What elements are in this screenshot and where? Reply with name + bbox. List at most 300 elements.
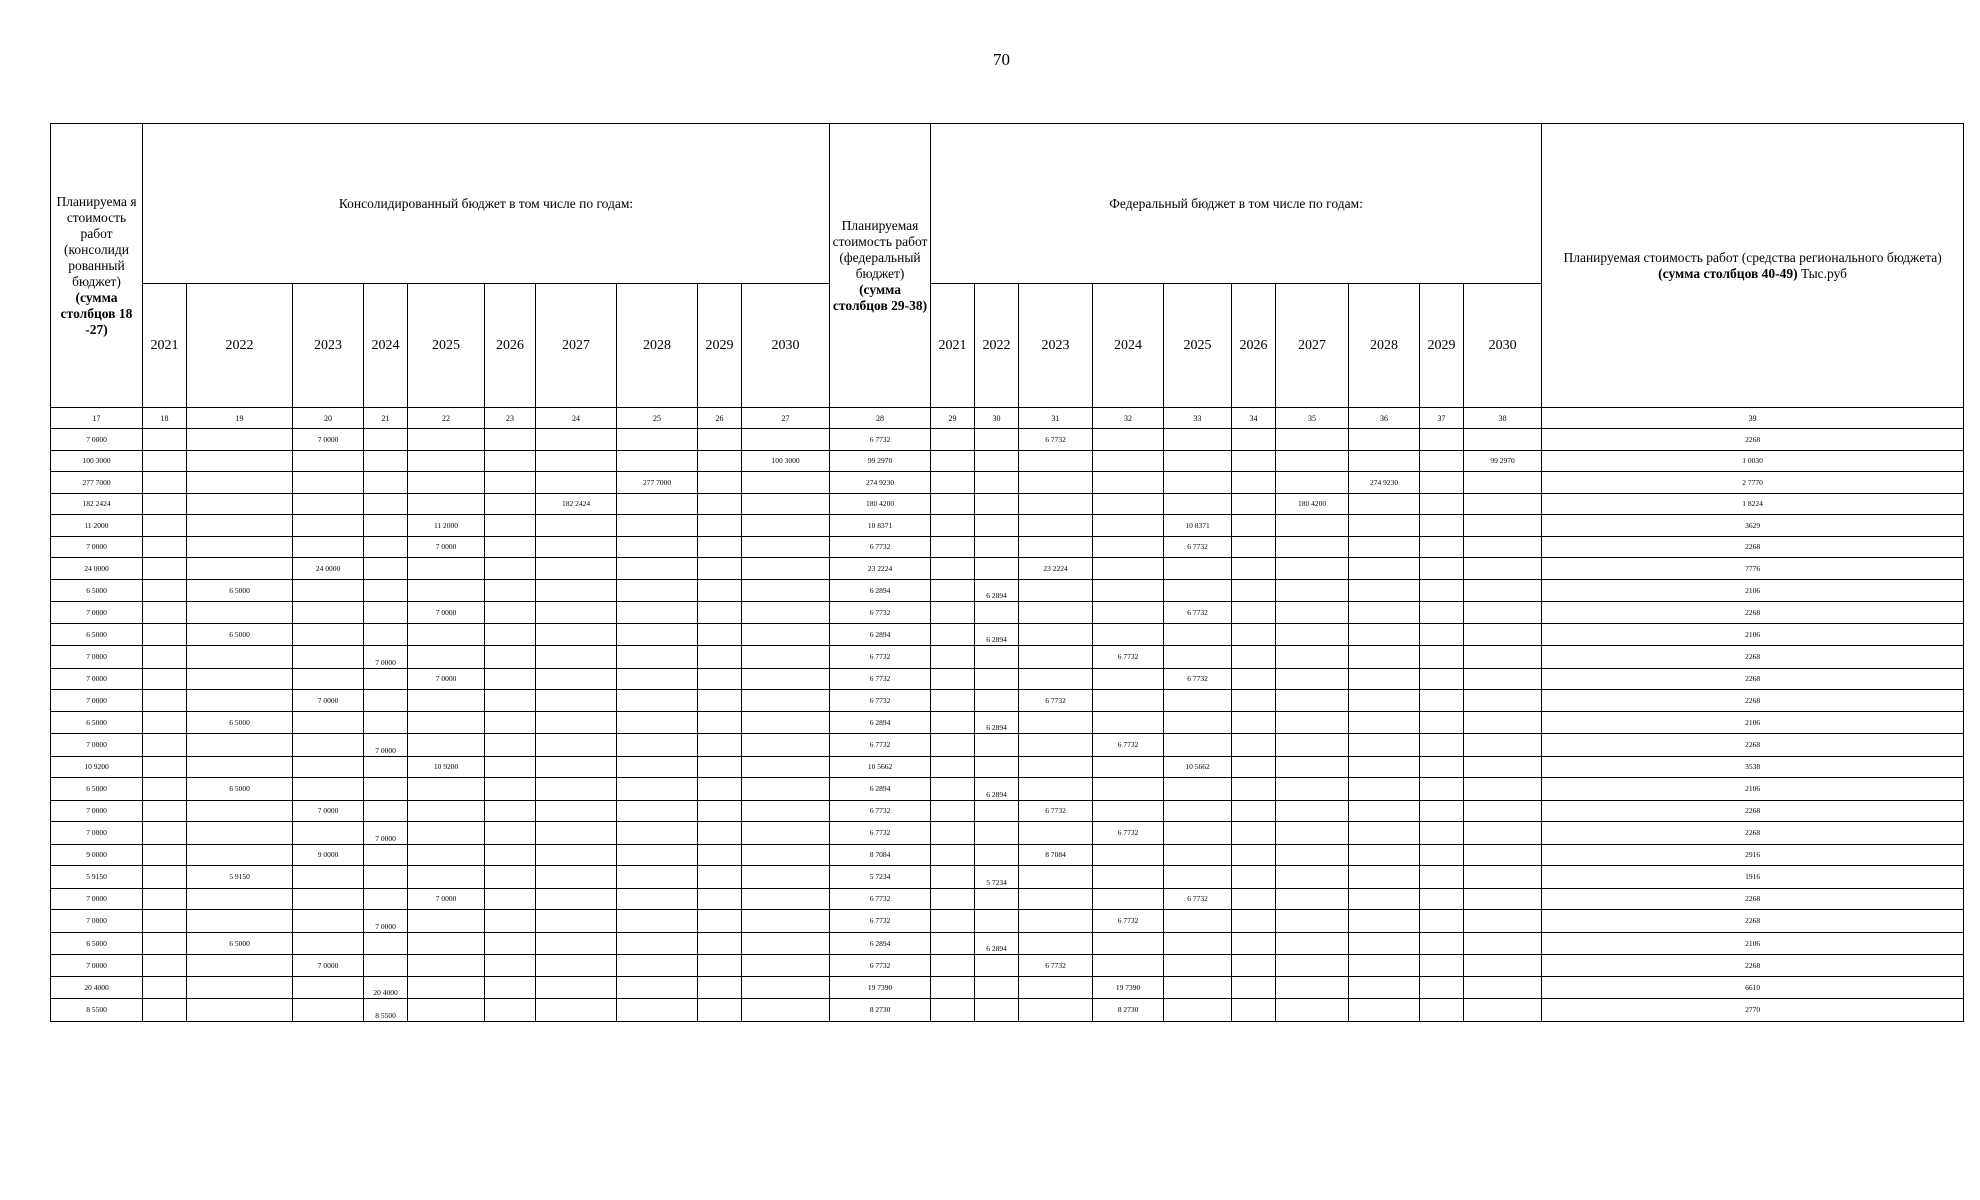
table-cell	[364, 866, 408, 889]
table-cell	[1093, 450, 1164, 472]
table-cell: 6 7732	[830, 646, 931, 669]
table-cell	[975, 646, 1019, 669]
table-cell	[536, 472, 617, 494]
table-cell	[975, 822, 1019, 845]
table-cell	[1349, 778, 1420, 801]
table-cell	[485, 711, 536, 734]
table-cell	[931, 450, 975, 472]
table-cell	[408, 800, 485, 822]
table-cell: 10 5662	[830, 756, 931, 778]
table-cell	[931, 515, 975, 537]
table-cell	[617, 910, 698, 933]
table-cell	[1093, 429, 1164, 451]
table-cell: 100 3000	[742, 450, 830, 472]
table-cell	[536, 515, 617, 537]
table-cell	[1093, 579, 1164, 602]
table-cell	[1349, 822, 1420, 845]
table-cell	[536, 844, 617, 866]
table-cell	[617, 623, 698, 646]
column-number: 34	[1232, 408, 1276, 429]
table-cell	[1164, 999, 1232, 1022]
table-cell	[742, 976, 830, 999]
table-cell	[485, 515, 536, 537]
table-cell: 19 7390	[1093, 976, 1164, 999]
table-cell: 6 2894	[830, 932, 931, 955]
header-consolidated-total	[51, 124, 143, 408]
table-cell	[1420, 493, 1464, 515]
table-cell	[931, 866, 975, 889]
table-body	[51, 429, 1964, 1022]
table-cell: 8 2730	[830, 999, 931, 1022]
column-number: 27	[742, 408, 830, 429]
table-cell	[975, 515, 1019, 537]
table-cell	[931, 976, 975, 999]
table-cell	[1420, 888, 1464, 910]
table-cell: 7 0000	[364, 646, 408, 669]
table-cell	[1093, 800, 1164, 822]
table-cell	[143, 756, 187, 778]
table-cell	[1019, 623, 1093, 646]
table-cell	[742, 999, 830, 1022]
table-cell	[698, 955, 742, 977]
table-cell: 8 5500	[51, 999, 143, 1022]
table-cell: 2106	[1542, 932, 1964, 955]
table-cell	[143, 800, 187, 822]
table-cell	[1349, 711, 1420, 734]
table-cell: 2268	[1542, 800, 1964, 822]
table-cell	[975, 668, 1019, 690]
table-cell	[408, 822, 485, 845]
table-cell	[742, 711, 830, 734]
year-header-consolidated-2026: 2026	[485, 284, 536, 408]
table-cell	[1232, 623, 1276, 646]
table-cell	[1349, 579, 1420, 602]
table-cell	[1349, 429, 1420, 451]
table-cell	[293, 579, 364, 602]
table-cell	[364, 472, 408, 494]
table-cell	[1464, 778, 1542, 801]
table-row	[51, 910, 1964, 933]
year-header-federal-2030: 2030	[1464, 284, 1542, 408]
table-cell	[187, 910, 293, 933]
table-cell	[187, 472, 293, 494]
table-cell	[617, 888, 698, 910]
year-header-federal-2029: 2029	[1420, 284, 1464, 408]
table-cell	[975, 602, 1019, 624]
table-cell	[1349, 646, 1420, 669]
table-row	[51, 429, 1964, 451]
table-cell	[1464, 646, 1542, 669]
table-cell	[485, 602, 536, 624]
table-cell	[1276, 472, 1349, 494]
table-cell	[485, 734, 536, 757]
table-cell	[1019, 976, 1093, 999]
table-cell: 7 0000	[408, 602, 485, 624]
table-cell	[1164, 450, 1232, 472]
table-cell: 6 5000	[51, 711, 143, 734]
table-cell	[408, 646, 485, 669]
table-cell	[617, 690, 698, 712]
table-cell	[536, 558, 617, 580]
table-cell	[293, 822, 364, 845]
page-number: 70	[993, 50, 1010, 69]
table-cell	[1019, 756, 1093, 778]
table-cell	[536, 955, 617, 977]
table-cell	[408, 955, 485, 977]
table-cell: 2268	[1542, 822, 1964, 845]
table-row	[51, 778, 1964, 801]
table-cell	[364, 579, 408, 602]
table-cell	[1232, 800, 1276, 822]
table-cell: 6 7732	[830, 800, 931, 822]
table-cell	[1420, 822, 1464, 845]
year-header-federal-2021: 2021	[931, 284, 975, 408]
table-cell: 2106	[1542, 579, 1964, 602]
table-cell: 6 7732	[830, 602, 931, 624]
header-federal-total-sum: (сумма столбцов 29-38)	[832, 281, 928, 313]
table-cell: 274 9230	[1349, 472, 1420, 494]
table-cell: 7 0000	[51, 800, 143, 822]
year-header-consolidated-2028: 2028	[617, 284, 698, 408]
header-federal-total	[830, 124, 931, 408]
table-cell: 2 7770	[1542, 472, 1964, 494]
table-cell: 7 0000	[293, 429, 364, 451]
column-number: 24	[536, 408, 617, 429]
table-cell	[698, 536, 742, 558]
table-cell	[742, 888, 830, 910]
table-cell	[364, 450, 408, 472]
table-cell	[1019, 932, 1093, 955]
column-number: 22	[408, 408, 485, 429]
table-cell	[698, 429, 742, 451]
table-cell: 7 0000	[51, 734, 143, 757]
column-number: 36	[1349, 408, 1420, 429]
table-cell	[1093, 955, 1164, 977]
table-cell	[364, 623, 408, 646]
table-cell	[975, 734, 1019, 757]
table-cell	[617, 999, 698, 1022]
table-cell: 6 7732	[830, 429, 931, 451]
table-cell	[1232, 558, 1276, 580]
table-cell	[617, 822, 698, 845]
table-cell	[364, 429, 408, 451]
table-cell	[1464, 822, 1542, 845]
table-cell	[617, 976, 698, 999]
table-cell	[742, 646, 830, 669]
table-row	[51, 932, 1964, 955]
table-cell: 7 0000	[51, 690, 143, 712]
table-cell	[1164, 429, 1232, 451]
table-cell	[485, 472, 536, 494]
table-cell	[1093, 493, 1164, 515]
table-row	[51, 515, 1964, 537]
table-cell	[1164, 579, 1232, 602]
table-cell	[617, 932, 698, 955]
table-cell	[1164, 646, 1232, 669]
table-cell: 6 2894	[975, 932, 1019, 955]
table-cell	[1232, 955, 1276, 977]
table-cell: 2268	[1542, 910, 1964, 933]
table-cell: 2106	[1542, 711, 1964, 734]
table-cell	[1164, 800, 1232, 822]
table-cell: 1 0030	[1542, 450, 1964, 472]
table-row	[51, 472, 1964, 494]
table-cell	[931, 756, 975, 778]
table-cell	[364, 844, 408, 866]
table-row	[51, 536, 1964, 558]
table-cell	[1232, 602, 1276, 624]
table-cell: 7 0000	[51, 646, 143, 669]
year-header-consolidated-2029: 2029	[698, 284, 742, 408]
table-cell	[1349, 536, 1420, 558]
column-number: 26	[698, 408, 742, 429]
table-cell	[1349, 668, 1420, 690]
table-cell	[293, 866, 364, 889]
table-cell: 24 0000	[293, 558, 364, 580]
table-cell	[1464, 888, 1542, 910]
table-cell: 6 7732	[1164, 888, 1232, 910]
table-cell	[742, 866, 830, 889]
table-cell: 6 5000	[51, 932, 143, 955]
table-cell	[485, 999, 536, 1022]
table-cell	[408, 558, 485, 580]
table-cell: 11 2000	[51, 515, 143, 537]
header-regional-total-text: Планируемая стоимость работ (средства регионального бюджета)	[1563, 249, 1942, 265]
table-cell	[742, 429, 830, 451]
table-cell: 6 7732	[1019, 429, 1093, 451]
table-cell	[1232, 756, 1276, 778]
table-cell: 24 0000	[51, 558, 143, 580]
table-cell	[1232, 429, 1276, 451]
table-cell: 180 4200	[830, 493, 931, 515]
table-cell	[536, 579, 617, 602]
column-number: 23	[485, 408, 536, 429]
table-row	[51, 690, 1964, 712]
table-cell	[364, 932, 408, 955]
table-cell	[364, 888, 408, 910]
table-cell	[187, 536, 293, 558]
table-cell	[1276, 450, 1349, 472]
table-cell: 8 2730	[1093, 999, 1164, 1022]
table-cell: 6 7732	[830, 910, 931, 933]
table-cell	[1464, 866, 1542, 889]
table-cell	[1420, 910, 1464, 933]
table-cell	[1276, 844, 1349, 866]
table-cell	[1276, 602, 1349, 624]
table-cell	[187, 888, 293, 910]
table-cell: 6 5000	[187, 711, 293, 734]
table-cell: 6 5000	[51, 623, 143, 646]
table-cell	[408, 734, 485, 757]
table-cell	[975, 472, 1019, 494]
table-cell	[1164, 976, 1232, 999]
table-cell: 6 5000	[187, 579, 293, 602]
table-cell	[1164, 711, 1232, 734]
header-regional-total-sum: (сумма столбцов 40-49)	[1658, 265, 1798, 281]
table-cell	[1276, 866, 1349, 889]
table-cell	[485, 558, 536, 580]
table-cell	[1019, 602, 1093, 624]
table-cell	[536, 976, 617, 999]
table-cell	[1019, 472, 1093, 494]
table-cell	[1420, 668, 1464, 690]
table-cell	[1349, 734, 1420, 757]
table-cell	[1349, 690, 1420, 712]
table-cell	[698, 932, 742, 955]
table-cell	[1232, 822, 1276, 845]
year-header-consolidated-2023: 2023	[293, 284, 364, 408]
table-cell	[408, 910, 485, 933]
table-cell	[1019, 888, 1093, 910]
table-cell: 6 7732	[830, 822, 931, 845]
table-cell: 6 7732	[1164, 536, 1232, 558]
table-row	[51, 558, 1964, 580]
table-cell	[143, 515, 187, 537]
table-cell: 1916	[1542, 866, 1964, 889]
table-cell	[1164, 493, 1232, 515]
table-row	[51, 844, 1964, 866]
table-cell	[408, 866, 485, 889]
table-cell	[931, 778, 975, 801]
year-header-consolidated-2027: 2027	[536, 284, 617, 408]
table-cell	[293, 472, 364, 494]
table-cell	[1464, 558, 1542, 580]
table-cell	[931, 999, 975, 1022]
table-cell	[1019, 910, 1093, 933]
table-cell	[364, 756, 408, 778]
table-cell	[617, 668, 698, 690]
table-cell	[485, 690, 536, 712]
table-cell	[931, 558, 975, 580]
table-cell: 7 0000	[408, 668, 485, 690]
table-cell	[1232, 976, 1276, 999]
table-cell: 6 7732	[1093, 646, 1164, 669]
table-cell	[1349, 844, 1420, 866]
table-cell	[1420, 955, 1464, 977]
table-cell	[1019, 711, 1093, 734]
table-cell	[617, 450, 698, 472]
header-regional-total	[1542, 124, 1964, 408]
table-cell	[408, 472, 485, 494]
year-header-consolidated-2024: 2024	[364, 284, 408, 408]
year-header-federal-2023: 2023	[1019, 284, 1093, 408]
header-consolidated-group: Консолидированный бюджет в том числе по годам:	[143, 124, 830, 284]
table-row	[51, 976, 1964, 999]
table-cell	[536, 778, 617, 801]
table-cell	[1276, 976, 1349, 999]
table-cell	[1349, 515, 1420, 537]
table-cell: 19 7390	[830, 976, 931, 999]
table-cell	[975, 450, 1019, 472]
table-cell	[293, 646, 364, 669]
table-cell	[1349, 800, 1420, 822]
table-cell	[293, 668, 364, 690]
table-cell	[293, 976, 364, 999]
table-cell	[1276, 888, 1349, 910]
table-cell	[293, 756, 364, 778]
table-cell: 2268	[1542, 888, 1964, 910]
table-cell	[1019, 579, 1093, 602]
table-cell: 7 0000	[364, 822, 408, 845]
table-cell	[1420, 778, 1464, 801]
table-cell	[1232, 579, 1276, 602]
table-cell: 3538	[1542, 756, 1964, 778]
column-number: 21	[364, 408, 408, 429]
table-cell	[143, 955, 187, 977]
table-cell	[143, 646, 187, 669]
table-cell	[536, 756, 617, 778]
table-cell: 11 2000	[408, 515, 485, 537]
table-cell	[1232, 668, 1276, 690]
table-cell	[1276, 668, 1349, 690]
table-cell	[1464, 536, 1542, 558]
table-cell	[143, 493, 187, 515]
table-cell	[1420, 711, 1464, 734]
table-cell: 20 4000	[51, 976, 143, 999]
table-cell	[742, 800, 830, 822]
table-cell	[698, 976, 742, 999]
year-header-consolidated-2022: 2022	[187, 284, 293, 408]
column-number: 17	[51, 408, 143, 429]
table-cell	[485, 623, 536, 646]
table-cell	[143, 778, 187, 801]
table-cell	[698, 711, 742, 734]
table-cell: 20 4000	[364, 976, 408, 999]
table-cell	[1276, 623, 1349, 646]
table-cell	[698, 623, 742, 646]
table-cell: 2916	[1542, 844, 1964, 866]
table-cell	[364, 778, 408, 801]
table-cell	[1093, 536, 1164, 558]
column-number: 32	[1093, 408, 1164, 429]
table-cell	[1464, 999, 1542, 1022]
table-cell	[485, 536, 536, 558]
table-cell: 6 7732	[1164, 602, 1232, 624]
table-cell	[931, 844, 975, 866]
table-cell	[293, 932, 364, 955]
table-cell	[1093, 690, 1164, 712]
table-cell	[742, 756, 830, 778]
table-cell	[187, 955, 293, 977]
table-cell	[1276, 932, 1349, 955]
table-cell	[143, 472, 187, 494]
table-cell	[1164, 932, 1232, 955]
table-cell	[975, 690, 1019, 712]
table-cell	[1019, 778, 1093, 801]
table-cell: 10 5662	[1164, 756, 1232, 778]
table-cell	[536, 646, 617, 669]
table-cell	[143, 822, 187, 845]
table-cell	[1164, 734, 1232, 757]
table-cell	[1464, 711, 1542, 734]
table-cell: 2770	[1542, 999, 1964, 1022]
table-cell	[1019, 646, 1093, 669]
table-cell	[1019, 450, 1093, 472]
table-cell	[1420, 800, 1464, 822]
table-cell	[293, 515, 364, 537]
table-row	[51, 955, 1964, 977]
table-cell: 10 8371	[830, 515, 931, 537]
table-row	[51, 579, 1964, 602]
table-cell	[1019, 515, 1093, 537]
table-cell	[742, 932, 830, 955]
table-cell: 6 7732	[830, 955, 931, 977]
table-cell	[1464, 844, 1542, 866]
table-cell: 2268	[1542, 955, 1964, 977]
table-cell: 7 0000	[408, 536, 485, 558]
table-cell: 7 0000	[293, 690, 364, 712]
table-cell: 2106	[1542, 778, 1964, 801]
